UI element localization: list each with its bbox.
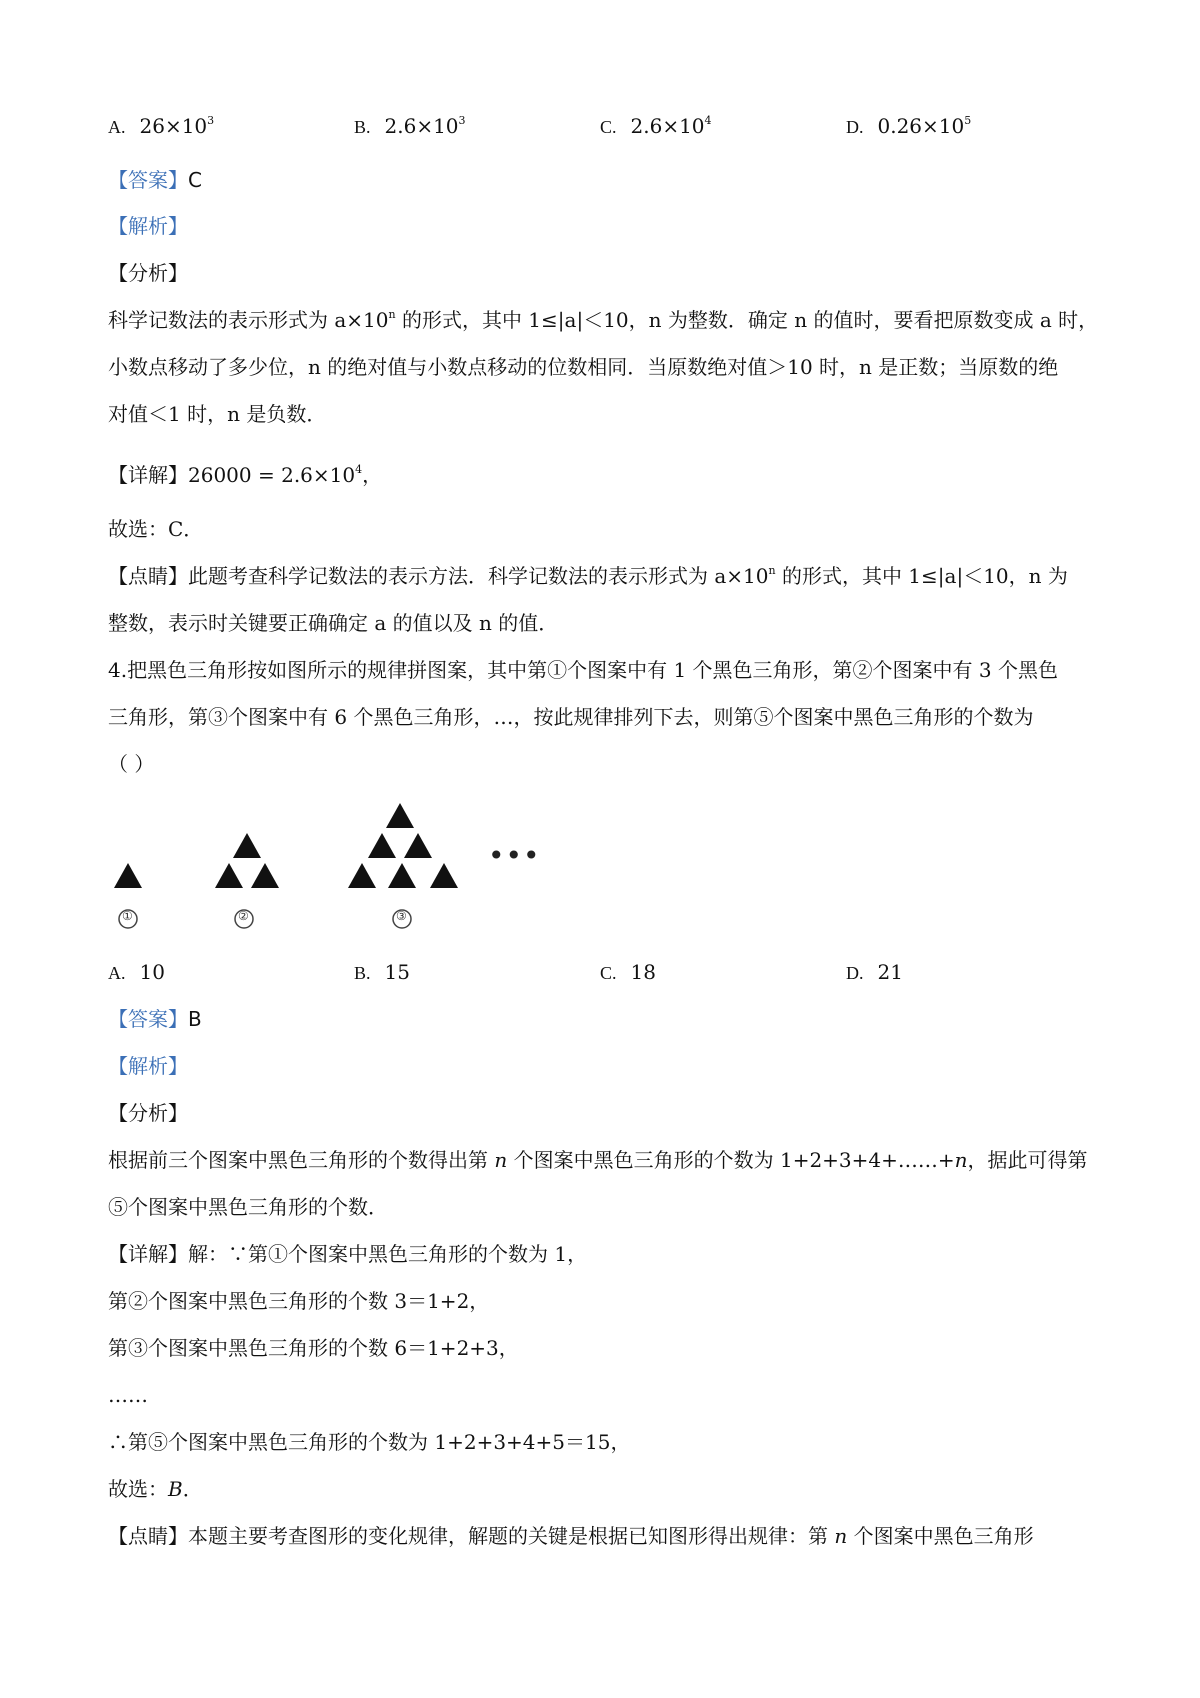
q4-stem-line-3: （ ） [108,752,155,776]
figure-label-1: ① [122,909,133,923]
triangle-icon [388,863,416,888]
triangle-icon [430,863,458,888]
q4-answer: 【答案】B [108,1007,202,1031]
q3-answer: 【答案】C [108,168,202,192]
q4-detail-line-5: ∴第⑤个图案中黑色三角形的个数为 1+2+3+4+5＝15， [108,1430,631,1454]
svg-text:•••: ••• [488,839,541,872]
triangle-icon [386,803,414,828]
triangle-icon [348,863,376,888]
q3-analysis-line-2: 小数点移动了多少位，n 的绝对值与小数点移动的位数相同．当原数绝对值＞10 时，n 是正数；当原数的绝 [108,355,1059,379]
q3-option-a: A. $26\times 10^3$ [108,114,215,138]
q3-dianjing-line-1: 【点睛】此题考查科学记数法的表示方法．科学记数法的表示形式为 $a\times 10^n$ 的形式，其中 1≤|a|＜10，n 为 [108,564,1068,588]
triangle-icon [215,863,243,888]
q4-fenxi-tag: 【分析】 [108,1101,188,1125]
q4-analysis-line-1: 根据前三个图案中黑色三角形的个数得出第 n 个图案中黑色三角形的个数为 1+2+3+4+……+n，据此可得第 [108,1148,1088,1172]
q4-option-c: C. 18 [600,960,656,984]
q4-option-d: D. 21 [846,960,903,984]
q4-stem-line-2: 三角形，第③个图案中有 6 个黑色三角形，…，按此规律排列下去，则第⑤个图案中黑色三角形的个数为 [108,705,1034,729]
q4-choose: 故选：B． [108,1477,203,1501]
triangle-icon [251,863,279,888]
q3-analysis-line-1: 科学记数法的表示形式为 $a\times 10^n$ 的形式，其中 1≤|a|＜10，n 为整数．确定 n 的值时，要看把原数变成 a 时， [108,308,1099,332]
q4-detail-line-4: …… [108,1383,148,1407]
q3-option-c: C. $2.6\times 10^4$ [600,114,712,138]
triangle-icon [114,863,142,888]
q3-choose: 故选：C． [108,517,204,541]
q4-stem-line-1: 4.把黑色三角形按如图所示的规律拼图案，其中第①个图案中有 1 个黑色三角形，第②个图案中有 3 个黑色 [108,658,1058,682]
triangle-icon [404,833,432,858]
q3-fenxi-tag: 【分析】 [108,261,188,285]
triangle-pattern-figure [108,800,558,940]
q4-option-b: B. 15 [354,960,410,984]
q3-analysis-line-3: 对值＜1 时，n 是负数． [108,402,327,426]
ellipsis-dots [488,839,541,872]
q4-detail-line-2: 第②个图案中黑色三角形的个数 3＝1+2， [108,1289,490,1313]
q4-detail-line-3: 第③个图案中黑色三角形的个数 6＝1+2+3， [108,1336,519,1360]
triangle-icon [233,833,261,858]
q4-dianjing: 【点睛】本题主要考查图形的变化规律，解题的关键是根据已知图形得出规律：第 n 个图案中黑色三角形 [108,1524,1034,1548]
q3-option-b: B. $2.6\times 10^3$ [354,114,466,138]
triangle-icon [368,833,396,858]
q3-option-d: D. $0.26\times 10^5$ [846,114,972,138]
q3-detail: 【详解】$26000 = 2.6\times 10^4$， [108,463,383,487]
q4-option-a: A. 10 [108,960,165,984]
figure-label-3: ③ [396,909,407,923]
figure-label-2: ② [238,909,249,923]
q3-jiexi-tag: 【解析】 [108,214,188,238]
q3-dianjing-line-2: 整数，表示时关键要正确确定 a 的值以及 n 的值． [108,611,559,635]
q4-detail-line-1: 【详解】解：∵第①个图案中黑色三角形的个数为 1， [108,1242,588,1266]
q4-jiexi-tag: 【解析】 [108,1054,188,1078]
q4-analysis-line-2: ⑤个图案中黑色三角形的个数． [108,1195,388,1219]
